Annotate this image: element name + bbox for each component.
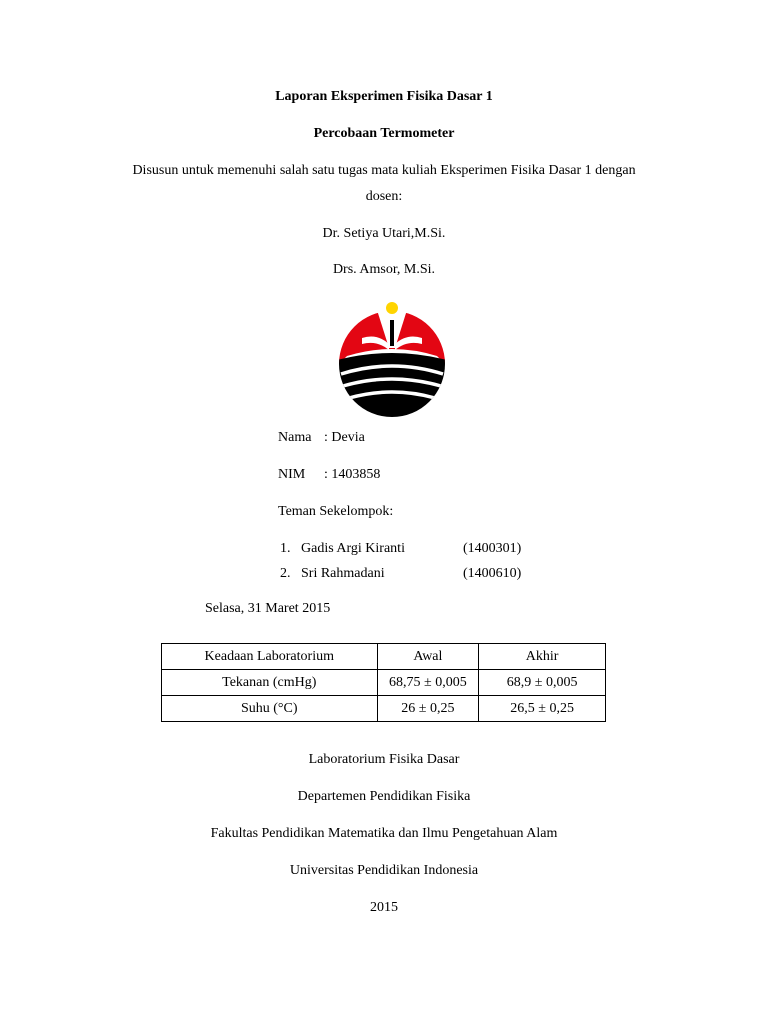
member-number: 2. [280, 566, 291, 581]
member-name: Gadis Argi Kiranti [301, 541, 405, 556]
member-nim: (1400610) [463, 566, 522, 581]
report-date: Selasa, 31 Maret 2015 [205, 601, 331, 616]
upi-university-logo-icon [337, 298, 447, 420]
nim-label: NIM [278, 467, 306, 482]
purpose-line-2: dosen: [365, 189, 403, 204]
lab-conditions-table [161, 643, 606, 722]
table-cell: Tekanan (cmHg) [162, 670, 378, 696]
footer-laboratory: Laboratorium Fisika Dasar [308, 752, 460, 767]
footer-year: 2015 [370, 900, 398, 915]
purpose-line-1: Disusun untuk memenuhi salah satu tugas mata kuliah Eksperimen Fisika Dasar 1 dengan [132, 163, 636, 178]
table-row [162, 696, 606, 722]
name-label: Nama [278, 430, 312, 445]
member-nim: (1400301) [463, 541, 522, 556]
experiment-title: Percobaan Termometer [313, 126, 455, 141]
group-label: Teman Sekelompok: [278, 504, 394, 519]
nim-value: : 1403858 [324, 467, 381, 482]
footer-department: Departemen Pendidikan Fisika [297, 789, 471, 804]
member-number: 1. [280, 541, 291, 556]
column-header: Akhir [479, 644, 606, 670]
table-cell: Suhu (°C) [162, 696, 378, 722]
table-cell: 68,75 ± 0,005 [377, 670, 479, 696]
report-title: Laporan Eksperimen Fisika Dasar 1 [275, 89, 493, 104]
table-cell: 26,5 ± 0,25 [479, 696, 606, 722]
column-header: Keadaan Laboratorium [162, 644, 378, 670]
table-cell: 68,9 ± 0,005 [479, 670, 606, 696]
table-row [162, 670, 606, 696]
member-name: Sri Rahmadani [301, 566, 385, 581]
column-header: Awal [377, 644, 479, 670]
lecturer-2: Drs. Amsor, M.Si. [332, 262, 436, 277]
footer-faculty: Fakultas Pendidikan Matematika dan Ilmu Pengetahuan Alam [210, 826, 558, 841]
table-header-row [162, 644, 606, 670]
lecturer-1: Dr. Setiya Utari,M.Si. [322, 226, 446, 241]
name-value: : Devia [324, 430, 365, 445]
footer-university: Universitas Pendidikan Indonesia [289, 863, 479, 878]
table-cell: 26 ± 0,25 [377, 696, 479, 722]
